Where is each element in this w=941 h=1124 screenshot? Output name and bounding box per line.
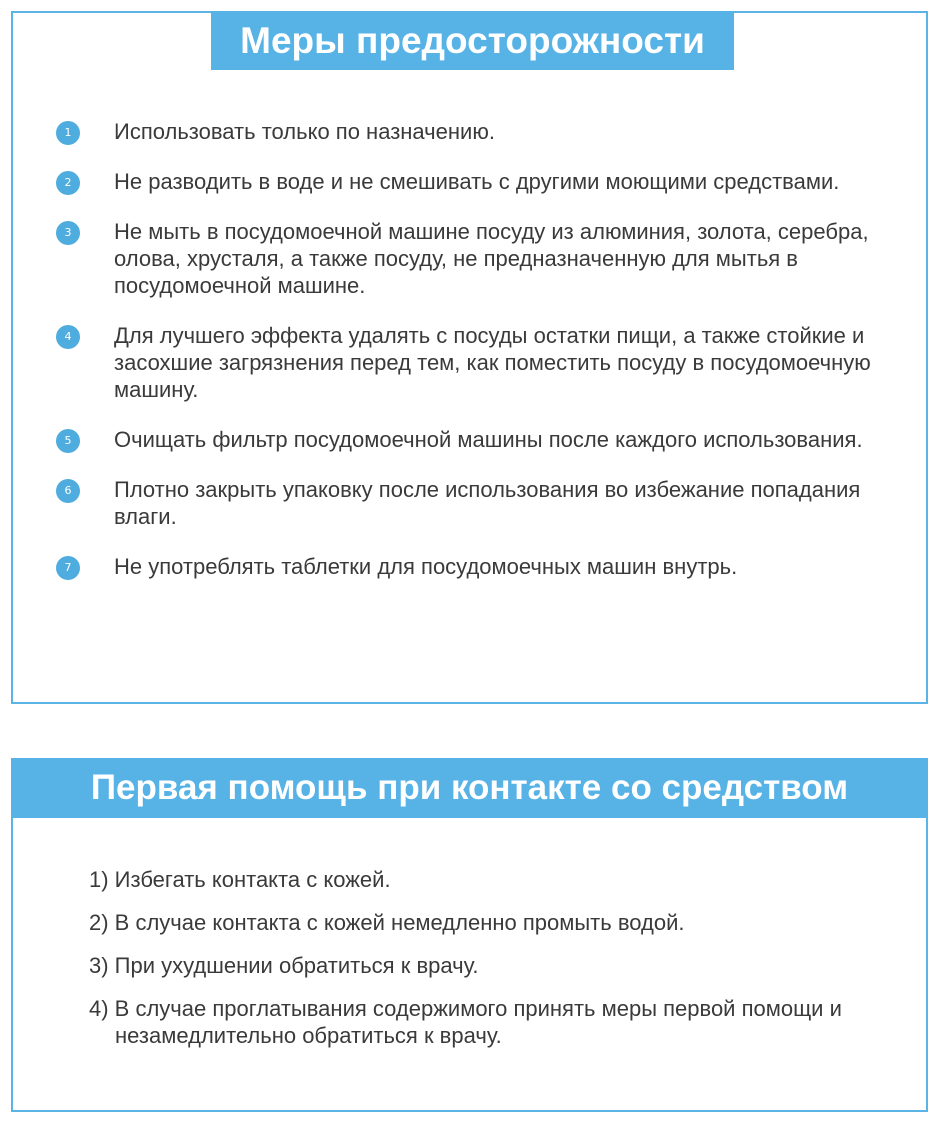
number-badge: 4 <box>56 325 80 349</box>
list-item: 2) В случае контакта с кожей немедленно промыть водой. <box>89 910 685 935</box>
list-item-text: Не мыть в посудомоечной машине посуду из алюминия, золота, серебра, олова, хрусталя, а также посуду, не предназначенную для мытья в посудомоечной машине. <box>114 219 869 298</box>
list-item-text: Плотно закрыть упаковку после использования во избежание попадания влаги. <box>114 477 861 529</box>
number-badge: 1 <box>56 121 80 145</box>
list-item-text: Для лучшего эффекта удалять с посуды остатки пищи, а также стойкие и засохшие загрязнения перед тем, как поместить посуду в посудомоечную машину. <box>114 323 871 402</box>
list-item <box>56 476 896 530</box>
list-item-text: Не употреблять таблетки для посудомоечных машин внутрь. <box>114 554 738 579</box>
number-badge: 2 <box>56 171 80 195</box>
number-badge: 7 <box>56 556 80 580</box>
list-item <box>56 322 896 403</box>
precautions-list <box>56 118 896 603</box>
list-item: 1) Избегать контакта с кожей. <box>89 867 391 892</box>
first-aid-title: Первая помощь при контакте со средством <box>11 758 928 818</box>
number-badge: 5 <box>56 429 80 453</box>
list-item <box>56 168 896 195</box>
list-item <box>56 218 896 299</box>
number-badge: 6 <box>56 479 80 503</box>
list-item <box>56 553 896 580</box>
list-item-text: Не разводить в воде и не смешивать с другими моющими средствами. <box>114 169 840 194</box>
list-item <box>56 118 896 145</box>
list-item <box>56 426 896 453</box>
list-item-text: Использовать только по назначению. <box>114 119 495 144</box>
precautions-title: Меры предосторожности <box>211 11 734 70</box>
list-item: 4) В случае проглатывания содержимого принять меры первой помощи и незамедлительно обратиться к врачу. <box>89 996 842 1048</box>
number-badge: 3 <box>56 221 80 245</box>
list-item: 3) При ухудшении обратиться к врачу. <box>89 953 479 978</box>
first-aid-list <box>89 866 889 1065</box>
list-item-text: Очищать фильтр посудомоечной машины после каждого использования. <box>114 427 863 452</box>
